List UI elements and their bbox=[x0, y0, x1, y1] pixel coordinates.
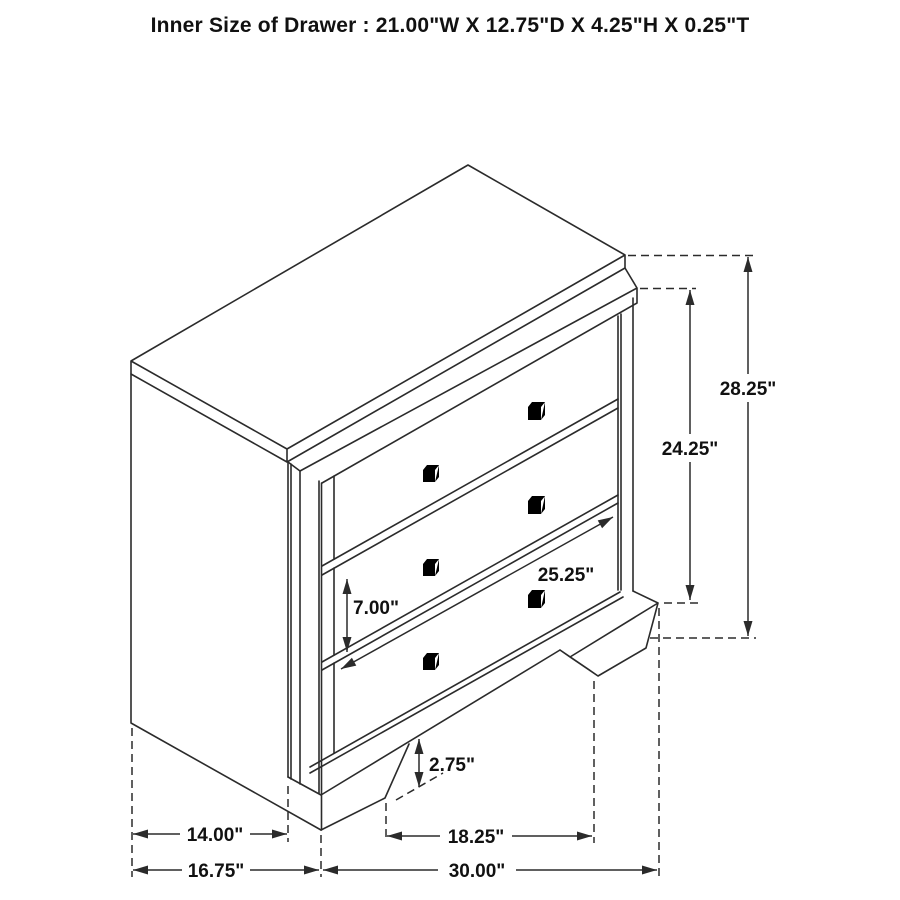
dim-side-depth bbox=[132, 728, 288, 877]
arrowhead-icon bbox=[686, 290, 695, 305]
dim-drawer-stack-height bbox=[640, 289, 718, 604]
arrowhead-icon bbox=[642, 866, 657, 875]
arrowhead-icon bbox=[415, 739, 424, 754]
dim-label-overall-height: 28.25" bbox=[719, 379, 777, 400]
dim-label-drawer-face-height: 7.00" bbox=[353, 598, 399, 619]
arrowhead-icon bbox=[686, 585, 695, 600]
dim-overall-depth bbox=[133, 861, 319, 882]
arrowhead-icon bbox=[577, 832, 592, 841]
dim-label-foot-height: 2.75" bbox=[429, 755, 475, 776]
arrowhead-icon bbox=[133, 866, 148, 875]
dimension-line bbox=[341, 517, 613, 669]
dim-label-overall-width: 30.00" bbox=[448, 861, 506, 882]
crown-band bbox=[288, 268, 637, 483]
side-panel bbox=[131, 374, 321, 830]
arrowhead-icon bbox=[304, 866, 319, 875]
arrowhead-icon bbox=[341, 658, 356, 669]
arrowhead-icon bbox=[272, 830, 287, 839]
top-panel bbox=[131, 165, 625, 462]
dim-label-drawer-stack-height: 24.25" bbox=[661, 439, 719, 460]
dim-label-foot-span-width: 18.25" bbox=[447, 827, 505, 848]
cabinet-drawing bbox=[131, 165, 658, 830]
arrowhead-icon bbox=[598, 517, 613, 528]
page-title: Inner Size of Drawer : 21.00"W X 12.75"D X 4.25"H X 0.25"T bbox=[150, 14, 750, 37]
dimension-annotations bbox=[132, 256, 776, 883]
drawer-rails bbox=[310, 399, 623, 773]
dim-label-drawer-face-width: 25.25" bbox=[537, 565, 595, 586]
arrowhead-icon bbox=[744, 257, 753, 272]
arrowhead-icon bbox=[323, 866, 338, 875]
arrowhead-icon bbox=[343, 579, 352, 594]
dim-drawer-face-width bbox=[341, 517, 613, 669]
arrowhead-icon bbox=[133, 830, 148, 839]
arrowhead-icon bbox=[387, 832, 402, 841]
arrowhead-icon bbox=[744, 621, 753, 636]
base-and-feet bbox=[288, 591, 658, 830]
dim-label-overall-depth: 16.75" bbox=[187, 861, 245, 882]
dim-label-side-depth: 14.00" bbox=[186, 825, 244, 846]
